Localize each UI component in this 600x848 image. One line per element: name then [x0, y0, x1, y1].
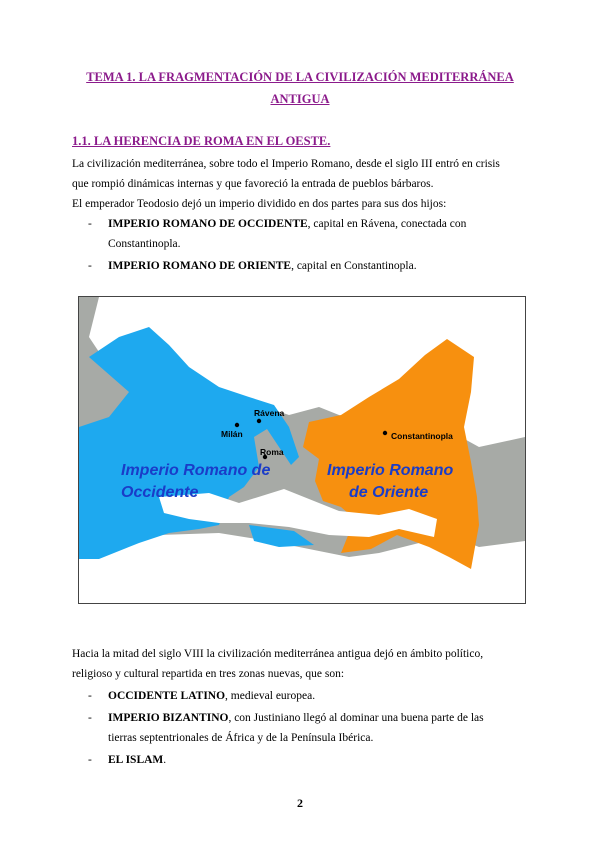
list-item-text: tierras septentrionales de África y de la Península Ibérica. [108, 732, 374, 744]
western-empire-label-line-2: Occidente [121, 484, 199, 501]
western-empire-label-line-1: Imperio Romano de [121, 462, 271, 479]
eastern-empire-label-line-1: Imperio Romano [327, 462, 454, 479]
bullet-dash: - [88, 712, 92, 724]
list-item [108, 686, 528, 706]
list-item [108, 708, 528, 748]
city-dot-constantinopla [383, 431, 387, 435]
paragraph-line: religioso y cultural repartida en tres zonas nuevas, que son: [72, 668, 345, 680]
list-item [108, 214, 528, 254]
list-item-text: , capital en Constantinopla. [291, 260, 417, 272]
bullet-dash: - [88, 260, 92, 272]
city-label-constantinopla: Constantinopla [391, 431, 453, 441]
list-item-bold: IMPERIO ROMANO DE ORIENTE [108, 260, 292, 272]
list-item [108, 750, 528, 770]
city-label-milan: Milán [221, 429, 243, 439]
eastern-empire-label-line-2: de Oriente [349, 484, 429, 501]
paragraph-line: Hacia la mitad del siglo VIII la civilización mediterránea antigua dejó en ámbito político, [72, 648, 484, 660]
list-item-bold: IMPERIO ROMANO DE OCCIDENTE [108, 218, 308, 230]
city-dot-milan [235, 423, 239, 427]
bullet-dash: - [88, 754, 92, 766]
list-item-text: , capital en Rávena, conectada con [307, 218, 467, 230]
bullet-dash: - [88, 690, 92, 702]
roman-empire-map [78, 296, 526, 604]
paragraph-line: La civilización mediterránea, sobre todo el Imperio Romano, desde el siglo III entró en crisis [72, 158, 500, 170]
list-item-bold: EL ISLAM [108, 754, 164, 766]
bullet-dash: - [88, 218, 92, 230]
list-item-text: Constantinopla. [108, 238, 181, 250]
page-number: 2 [297, 796, 303, 810]
city-label-roma: Roma [260, 447, 284, 457]
map-svg [79, 297, 525, 603]
paragraph-teodosio: El emperador Teodosio dejó un imperio dividido en dos partes para sus dos hijos: [72, 198, 447, 210]
page-title [70, 66, 530, 110]
title-line-2: ANTIGUA [270, 92, 330, 106]
city-label-ravena: Rávena [254, 408, 285, 418]
list-item-text: , con Justiniano llegó al dominar una buena parte de las [228, 712, 484, 724]
list-item-text: , medieval europea. [225, 690, 316, 702]
title-line-1: TEMA 1. LA FRAGMENTACIÓN DE LA CIVILIZACIÓN MEDITERRÁNEA [86, 70, 514, 84]
list-item-bold: IMPERIO BIZANTINO [108, 712, 229, 724]
list-item [108, 256, 528, 276]
list-item-text: . [163, 754, 167, 766]
paragraph-siglo-viii [72, 644, 528, 684]
city-dot-ravena [257, 419, 261, 423]
paragraph-crisis [72, 154, 528, 194]
list-item-bold: OCCIDENTE LATINO [108, 690, 226, 702]
paragraph-line: que rompió dinámicas internas y que favoreció la entrada de pueblos bárbaros. [72, 178, 434, 190]
section-heading: 1.1. LA HERENCIA DE ROMA EN EL OESTE. [72, 134, 331, 148]
